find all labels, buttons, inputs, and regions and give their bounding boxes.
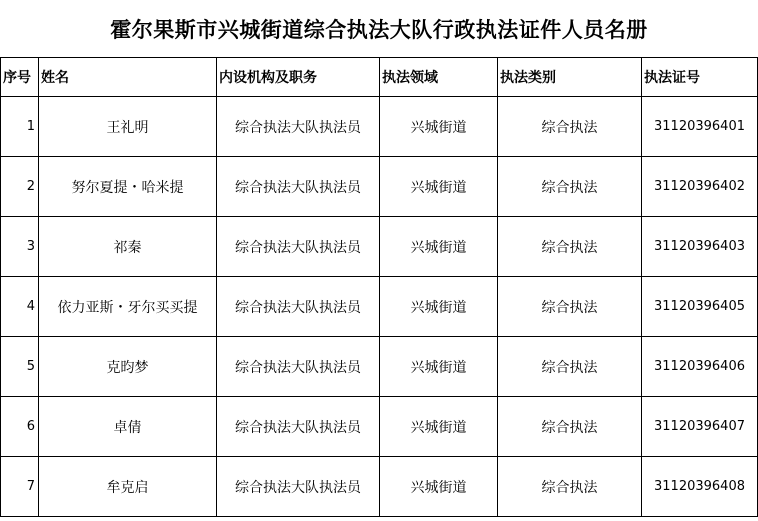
cell-seq: 1 [1, 97, 39, 157]
table-row [1, 97, 758, 157]
cell-name: 克昀梦 [39, 337, 217, 397]
cell-position: 综合执法大队执法员 [217, 337, 380, 397]
cell-position: 综合执法大队执法员 [217, 217, 380, 277]
table-row [1, 277, 758, 337]
cell-seq: 6 [1, 397, 39, 457]
header-category: 执法类别 [498, 58, 642, 97]
header-domain: 执法领域 [380, 58, 498, 97]
header-seq: 序号 [1, 58, 39, 97]
cell-position: 综合执法大队执法员 [217, 457, 380, 517]
table-row [1, 337, 758, 397]
cell-seq: 2 [1, 157, 39, 217]
cell-cert: 31120396408 [642, 457, 758, 517]
cell-category: 综合执法 [498, 457, 642, 517]
cell-domain: 兴城街道 [380, 217, 498, 277]
table-row [1, 457, 758, 517]
cell-domain: 兴城街道 [380, 457, 498, 517]
cell-cert: 31120396402 [642, 157, 758, 217]
cell-domain: 兴城街道 [380, 397, 498, 457]
cell-cert: 31120396406 [642, 337, 758, 397]
cell-category: 综合执法 [498, 217, 642, 277]
cell-position: 综合执法大队执法员 [217, 97, 380, 157]
cell-name: 王礼明 [39, 97, 217, 157]
header-cert: 执法证号 [642, 58, 758, 97]
cell-position: 综合执法大队执法员 [217, 397, 380, 457]
cell-cert: 31120396403 [642, 217, 758, 277]
table-row [1, 397, 758, 457]
cell-category: 综合执法 [498, 397, 642, 457]
cell-seq: 5 [1, 337, 39, 397]
cell-name: 祁秦 [39, 217, 217, 277]
cell-category: 综合执法 [498, 337, 642, 397]
cell-name: 依力亚斯・牙尔买买提 [39, 277, 217, 337]
cell-domain: 兴城街道 [380, 157, 498, 217]
cell-domain: 兴城街道 [380, 277, 498, 337]
cell-name: 牟克启 [39, 457, 217, 517]
header-row [1, 58, 758, 97]
cell-cert: 31120396405 [642, 277, 758, 337]
cell-domain: 兴城街道 [380, 97, 498, 157]
header-position: 内设机构及职务 [217, 58, 380, 97]
cell-seq: 3 [1, 217, 39, 277]
cell-seq: 4 [1, 277, 39, 337]
cell-cert: 31120396407 [642, 397, 758, 457]
table-row [1, 157, 758, 217]
cell-name: 努尔夏提・哈米提 [39, 157, 217, 217]
cell-position: 综合执法大队执法员 [217, 157, 380, 217]
cell-name: 卓倩 [39, 397, 217, 457]
table-row [1, 217, 758, 277]
header-name: 姓名 [39, 58, 217, 97]
cell-category: 综合执法 [498, 277, 642, 337]
roster-table [0, 57, 758, 517]
cell-seq: 7 [1, 457, 39, 517]
cell-category: 综合执法 [498, 97, 642, 157]
cell-category: 综合执法 [498, 157, 642, 217]
cell-position: 综合执法大队执法员 [217, 277, 380, 337]
page-title: 霍尔果斯市兴城街道综合执法大队行政执法证件人员名册 [110, 17, 648, 42]
cell-cert: 31120396401 [642, 97, 758, 157]
cell-domain: 兴城街道 [380, 337, 498, 397]
